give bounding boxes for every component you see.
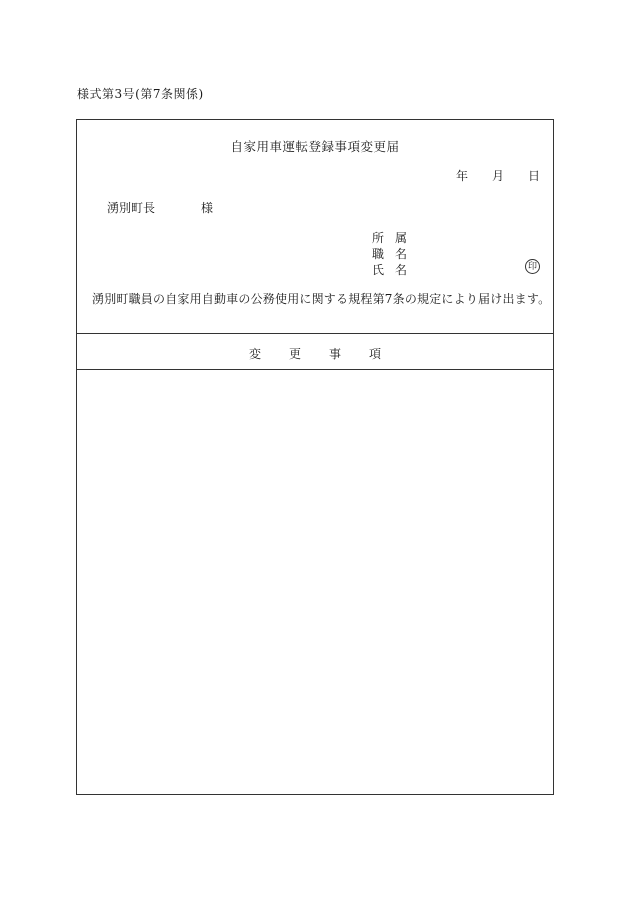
date-year-label: 年 [456,169,469,183]
honorific: 様 [201,201,214,215]
section-heading: 変更事項 [248,347,409,361]
seal-mark: 印 [525,259,540,274]
addressee: 湧別町長 [107,201,156,215]
date-month-label: 月 [492,169,505,183]
statement-text: 湧別町職員の自家用自動車の公務使用に関する規程第7条の規定により届け出ます。 [92,292,551,306]
change-details-area[interactable] [77,370,553,794]
form-number: 様式第3号(第7条関係) [77,87,204,101]
field-label-affiliation: 所属 [372,231,419,245]
divider-line-top [76,333,554,334]
date-day-label: 日 [528,169,541,183]
field-label-position: 職名 [372,247,419,261]
field-label-name: 氏名 [372,263,419,277]
form-title: 自家用車運転登録事項変更届 [230,139,400,154]
